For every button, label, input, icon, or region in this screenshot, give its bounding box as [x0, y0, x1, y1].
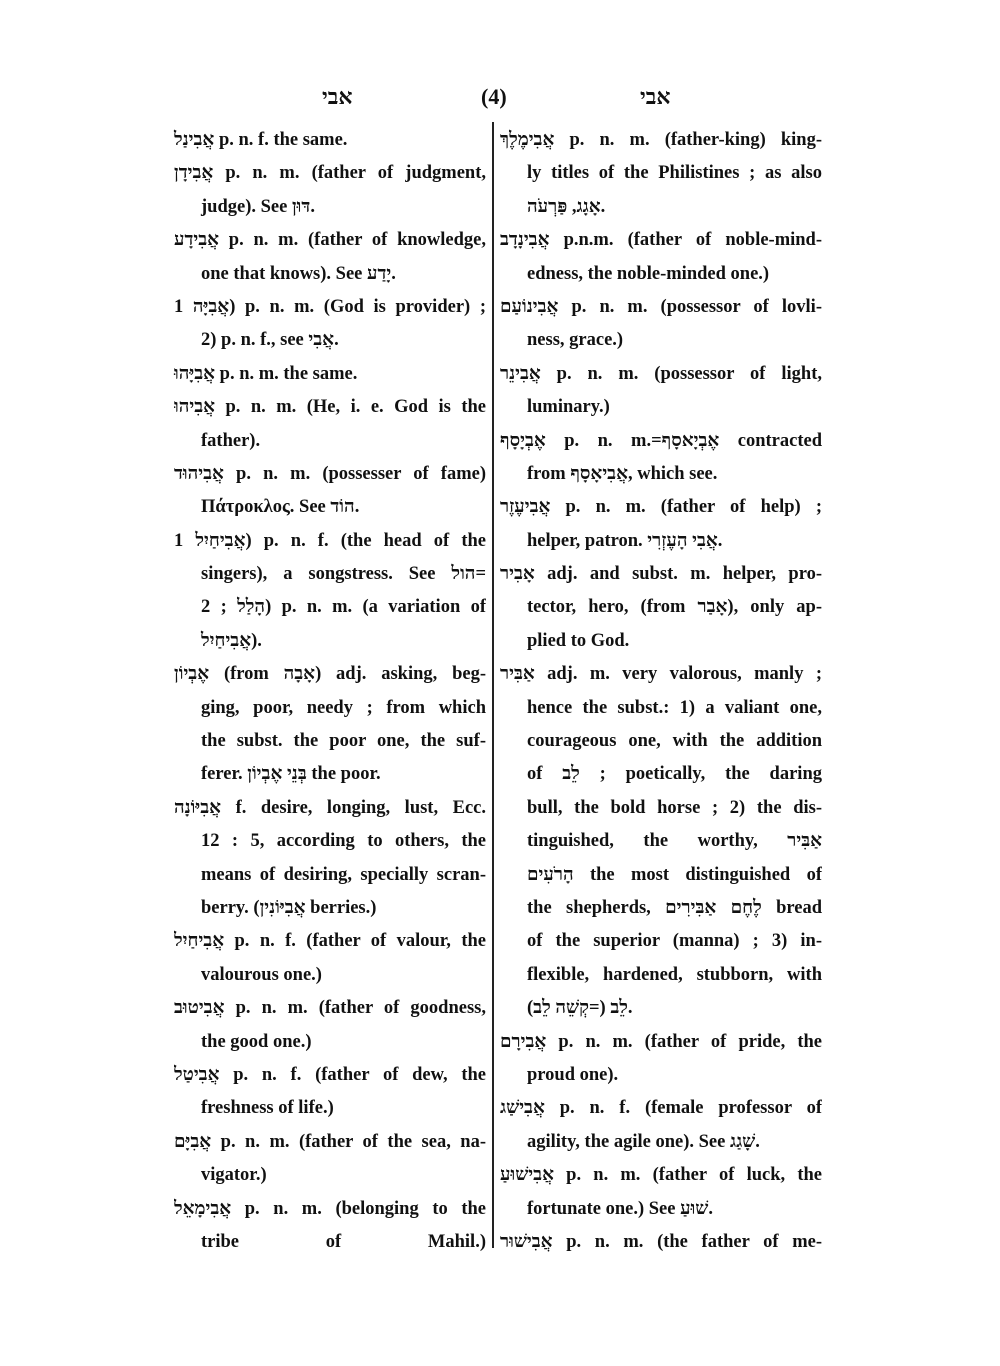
page-number: (4): [481, 84, 507, 109]
entry-continuation: ly titles of the Philistines ; as also: [527, 163, 822, 184]
entry-continuation: tribe of Mahil.): [201, 1231, 486, 1252]
entry-headline: אֲבִיחַיִל p. n. f. (father of valour, the: [174, 931, 486, 952]
dictionary-entry: [174, 658, 486, 792]
entry-headline: אֲבִימָאֵל p. n. m. (belonging to the: [174, 1198, 486, 1219]
entry-headline: אֲבִישַׁג p. n. f. (female professor of: [500, 1098, 822, 1119]
entry-continuation: flexible, hardened, stubborn, with: [527, 964, 822, 985]
entry-continuation: proud one).: [527, 1064, 619, 1085]
column-divider: [492, 122, 494, 1248]
entry-continuation: of לֵב ; poetically, the daring: [527, 764, 822, 785]
entry-continuation: אָגָג, פַּרְעֹה.: [527, 196, 606, 217]
entry-continuation: הָלַל ; 2) p. n. m. (a variation of: [201, 597, 486, 618]
entry-continuation: bull, the bold horse ; 2) the dis-: [527, 797, 822, 818]
dictionary-entry: [500, 425, 822, 492]
dictionary-entry: [500, 658, 822, 1025]
entry-continuation: 12 : 5, according to others, the: [201, 831, 486, 852]
entry-headline: אֲבִישׁוּעַ p. n. m. (father of luck, the: [500, 1165, 822, 1186]
entry-continuation: helper, patron. אֲבִי הָעֶזְרִי.: [527, 530, 723, 551]
dictionary-entry: [174, 358, 486, 391]
entry-continuation: ging, poor, needy ; from which: [201, 697, 486, 718]
left-column: [174, 124, 486, 1259]
dictionary-entry: [500, 1159, 822, 1226]
entry-continuation: אֲבִיחַיִל).: [201, 630, 262, 651]
entry-continuation: plied to God.: [527, 630, 630, 651]
dictionary-entry: [500, 1226, 822, 1259]
dictionary-entry: [500, 224, 822, 291]
entry-headline: אֲבִיהוּ p. n. m. (He, i. e. God is the: [174, 397, 486, 418]
entry-continuation: fortunate one.) See שׁוּעַ.: [527, 1198, 714, 1219]
entry-headline: אֲבִינַל p. n. f. the same.: [174, 130, 348, 150]
entry-headline: אֲבִיָּם p. n. m. (father of the sea, na-: [174, 1131, 486, 1152]
dictionary-entry: [174, 992, 486, 1059]
dictionary-entry: [500, 291, 822, 358]
right-column: [500, 124, 822, 1259]
dictionary-entry: [500, 1026, 822, 1093]
dictionary-entry: [500, 124, 822, 224]
entry-headline: אֲבִיהוּד p. n. m. (possesser of fame): [174, 463, 486, 484]
dictionary-entry: [174, 391, 486, 458]
entry-continuation: hence the subst.: 1) a valiant one,: [527, 697, 822, 718]
entry-headline: אֲבִידָן p. n. m. (father of judgment,: [174, 163, 486, 184]
entry-headline: אֲבִידָע p. n. m. (father of knowledge,: [174, 230, 486, 251]
entry-headline: אֲבִיעֶזֶר p. n. m. (father of help) ;: [500, 497, 822, 518]
entry-headline: אֲבִירָם p. n. m. (father of pride, the: [500, 1031, 822, 1052]
entry-headline: אֲבִינוֹעַם p. n. m. (possessor of lovli-: [500, 296, 822, 317]
entry-continuation: tinguished, the worthy, אַבִּיר: [527, 831, 822, 852]
entry-headline: אֲבִיטַל p. n. f. (father of dew, the: [174, 1064, 486, 1085]
entry-continuation: tector, hero, (from אָבַר), only ap-: [527, 597, 822, 618]
entry-headline: אֲבִיטוּב p. n. m. (father of goodness,: [174, 998, 486, 1019]
entry-continuation: agility, the agile one). See שָׁגַג.: [527, 1131, 760, 1152]
entry-continuation: לֵב (=קְשֵׁה לֵב).: [527, 998, 633, 1019]
dictionary-entry: [174, 1126, 486, 1193]
dictionary-entry: [174, 1193, 486, 1260]
entry-headline: אָבִיר adj. and subst. m. helper, pro-: [500, 564, 822, 585]
dictionary-entry: [174, 224, 486, 291]
entry-continuation: ferer. בְּנֵי אֶבְיוֹן the poor.: [201, 764, 381, 785]
entry-continuation: singers), a songstress. See הול=: [201, 564, 486, 585]
entry-continuation: ness, grace.): [527, 330, 624, 351]
entry-headline: אֲבִיחַיִל 1) p. n. f. (the head of the: [174, 530, 486, 551]
entry-continuation: edness, the noble-minded one.): [527, 263, 770, 284]
dictionary-entry: [500, 491, 822, 558]
entry-continuation: judge). See דּוּן.: [201, 196, 315, 217]
entry-continuation: freshness of life.): [201, 1098, 334, 1119]
entry-continuation: 2) p. n. f., see אֲבִי.: [201, 330, 339, 351]
entry-continuation: the good one.): [201, 1031, 312, 1052]
entry-continuation: vigator.): [201, 1165, 267, 1186]
entry-continuation: means of desiring, specially scran-: [201, 864, 486, 885]
dictionary-entry: [174, 124, 486, 157]
dictionary-entry: [500, 558, 822, 658]
running-head-right: אבי: [640, 84, 671, 109]
dictionary-entry: [174, 925, 486, 992]
entry-headline: אֶבְיוֹן (from אָבָה) adj. asking, beg-: [174, 664, 486, 685]
entry-headline: אֶבְיָסָף p. n. m.=אֶבְיָאסָף contracted: [500, 430, 822, 451]
entry-headline: אֲבִיָּהוּ p. n. m. the same.: [174, 363, 358, 384]
entry-continuation: valourous one.): [201, 964, 322, 985]
entry-headline: אֲבִיּוֹנָה f. desire, longing, lust, Ecc.: [174, 797, 486, 818]
entry-continuation: one that knows). See יָדַע.: [201, 263, 396, 284]
dictionary-entry: [500, 1092, 822, 1159]
entry-headline: אֲבִינֵר p. n. m. (possessor of light,: [500, 363, 822, 384]
running-head-left: אבי: [322, 84, 353, 109]
dictionary-entry: [174, 525, 486, 659]
entry-headline: אַבִּיר adj. m. very valorous, manly ;: [500, 664, 822, 685]
entry-continuation: luminary.): [527, 397, 610, 418]
entry-continuation: father).: [201, 430, 261, 451]
entry-headline: אֲבִישׁוּר p. n. m. (the father of me-: [500, 1231, 822, 1252]
entry-continuation: Πάτροκλος. See הוֹד.: [201, 497, 360, 518]
entry-continuation: from אֲבִיאָסָף, which see.: [527, 463, 718, 484]
entry-continuation: the shepherds, לֶחֶם אַבִּירִים bread: [527, 897, 822, 918]
dictionary-entry: [500, 358, 822, 425]
dictionary-entry: [174, 458, 486, 525]
entry-continuation: the subst. the poor one, the suf-: [201, 731, 486, 752]
entry-continuation: courageous one, with the addition: [527, 731, 822, 752]
dictionary-entry: [174, 157, 486, 224]
dictionary-entry: [174, 1059, 486, 1126]
dictionary-entry: [174, 792, 486, 926]
entry-continuation: הָרֹעִים the most distinguished of: [527, 864, 822, 885]
entry-continuation: berry. (אֲבִיּוֹנִין berries.): [201, 897, 377, 918]
entry-headline: אֲבִיָּה 1) p. n. m. (God is provider) ;: [174, 296, 486, 317]
dictionary-entry: [174, 291, 486, 358]
entry-headline: אֲבִימֶלֶךְ p. n. m. (father-king) king-: [500, 130, 822, 150]
entry-continuation: of the superior (manna) ; 3) in-: [527, 931, 822, 952]
entry-headline: אֲבִינָדָב p.n.m. (father of noble-mind-: [500, 230, 822, 251]
